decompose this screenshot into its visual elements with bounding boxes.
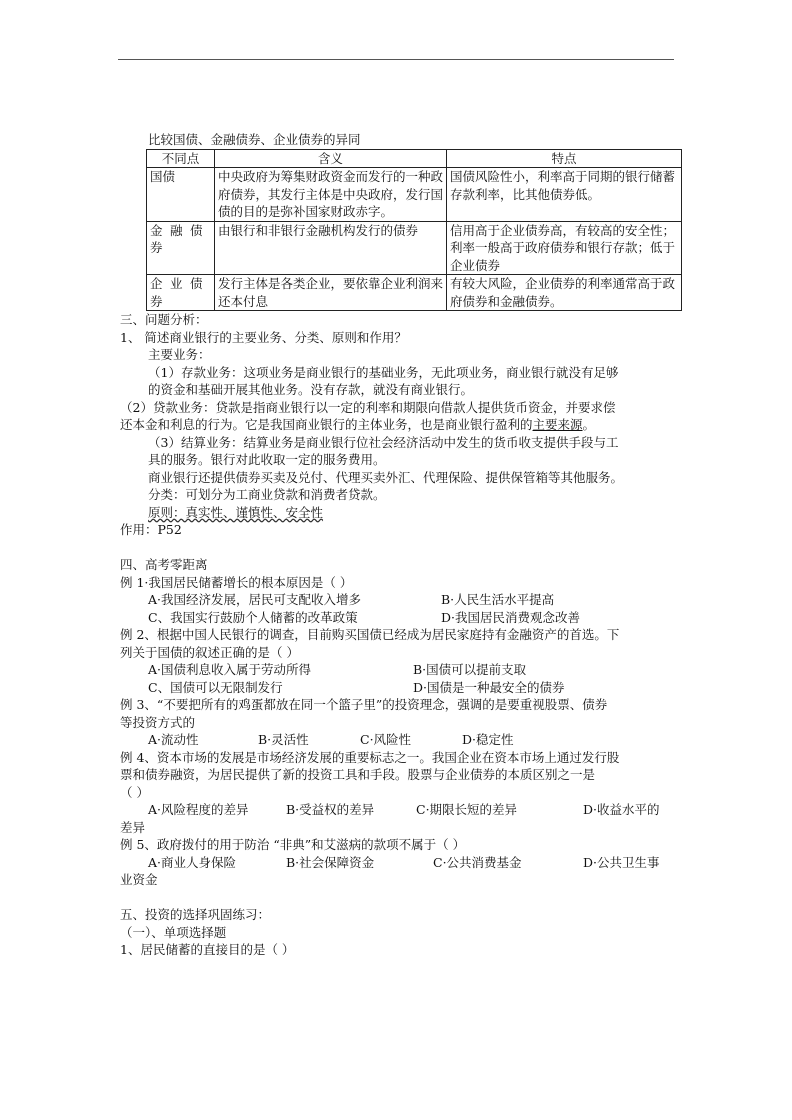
section-5-title: 五、投资的选择巩固练习： (120, 907, 271, 922)
other-services: 商业银行还提供债券买卖及兑付、代理买卖外汇、代理保险、提供保管箱等其他服务。 (148, 469, 624, 485)
row-name: 国债 (147, 168, 215, 222)
classification: 分类：可划分为工商业贷款和消费者贷款。 (148, 487, 386, 502)
row-feature: 国债风险性小，利率高于同期的银行储蓄存款利率，比其他债券低。 (447, 168, 682, 222)
table-row (147, 275, 682, 311)
example-4-line-2: 票和债券融资，为居民提供了新的投资工具和手段。股票与企业债券的本质区别之一是 (120, 767, 596, 782)
example-3-line-1: 例 3、“不要把所有的鸡蛋都放在同一个篮子里”的投资理念，强调的是要重视股票、债券 (120, 697, 608, 712)
row-name: 企业债券 (147, 275, 215, 311)
row-meaning: 中央政府为筹集财政资金而发行的一种政府债券，其发行主体是中央政府，发行国债的目的是弥补国家财政赤字。 (215, 168, 447, 222)
settle-line-1: （3）结算业务：结算业务是商业银行位社会经济活动中发生的货币收支提供手段与工 (148, 434, 619, 450)
option: B·灵活性 (258, 732, 309, 747)
loan-line-1: （2）贷款业务：贷款是指商业银行以一定的利率和期限向借款人提供货币资金，并要求偿 (120, 399, 616, 415)
row-meaning: 发行主体是各类企业，要依靠企业利润来还本付息 (215, 275, 447, 311)
option: D·公共卫生事 (583, 854, 660, 870)
option: C·风险性 (360, 732, 412, 747)
option: C、国债可以无限制发行 (148, 679, 283, 695)
option: A·我国经济发展，居民可支配收入增多 (148, 592, 362, 607)
example-4-line-3: （ ） (120, 784, 149, 800)
exercise-question-1: 1、居民储蓄的直接目的是（ ） (120, 942, 295, 957)
question-1: 1、 简述商业银行的主要业务、分类、原则和作用？ (120, 329, 407, 345)
example-3-options (120, 731, 680, 749)
example-2-options-ab (120, 661, 680, 679)
option: A·风险程度的差异 (148, 802, 249, 817)
option: B·人民生活水平提高 (441, 592, 555, 607)
header-cell: 特点 (447, 149, 682, 168)
section-4-title: 四、高考零距离 (120, 557, 208, 572)
loan-text: 还本金和利息的行为。它是我国商业银行的主体业务，也是商业银行盈利的 (120, 417, 533, 432)
option: D·收益水平的 (583, 802, 660, 817)
option: D·国债是一种最安全的债券 (413, 679, 565, 695)
loan-line-2 (120, 416, 680, 434)
example-2-line-1: 例 2、根据中国人民银行的调查，目前购买国债已经成为居民家庭持有金融资产的首选。下 (120, 627, 620, 642)
option: D·我国居民消费观念改善 (441, 609, 580, 625)
loan-end: 。 (582, 417, 596, 432)
page-content (120, 131, 680, 959)
example-1-options-ab (120, 591, 680, 609)
table-row (147, 221, 682, 275)
example-2-options-cd (120, 679, 680, 697)
option: C·期限长短的差异 (416, 802, 518, 817)
table-caption: 比较国债、金融债券、企业债券的异同 (148, 132, 361, 147)
example-2-line-2: 列关于国债的叙述正确的是（ ） (120, 644, 299, 660)
principles: 原则：真实性、谨慎性、安全性 (148, 504, 324, 520)
example-5-options (120, 854, 680, 872)
role: 作用：P52 (120, 522, 182, 537)
settle-line-2: 具的服务。银行对此收取一定的服务费用。 (148, 452, 386, 467)
example-3-line-2: 等投资方式的 (120, 714, 196, 730)
header-cell: 不同点 (147, 149, 215, 168)
option: A·国债利息收入属于劳动所得 (148, 662, 312, 677)
deposit-line-1: （1）存款业务：这项业务是商业银行的基础业务，无此项业务，商业银行就没有足够 (148, 364, 619, 380)
example-1-options-cd (120, 609, 680, 627)
subsection-title: （一）、单项选择题 (120, 924, 227, 940)
option: A·流动性 (148, 732, 199, 747)
option: B·社会保障资金 (286, 854, 375, 870)
row-meaning: 由银行和非银行金融机构发行的债券 (215, 221, 447, 275)
header-cell: 含义 (215, 149, 447, 168)
example-5: 例 5、政府拨付的用于防治 “非典”和艾滋病的款项不属于（ ） (120, 837, 466, 852)
option: C·公共消费基金 (433, 854, 522, 870)
example-4-option-d-cont: 差异 (120, 819, 146, 835)
example-4-line-1: 例 4、资本市场的发展是市场经济发展的重要标志之一。我国企业在资本市场上通过发行股 (120, 749, 620, 765)
row-feature: 信用高于企业债券高，有较高的安全性；利率一般高于政府债券和银行存款；低于企业债券 (447, 221, 682, 275)
header-rule (118, 59, 674, 60)
row-name: 金融债券 (147, 221, 215, 275)
example-4-options (120, 801, 680, 819)
row-feature: 有较大风险，企业债券的利率通常高于政府债券和金融债券。 (447, 275, 682, 311)
option: C、我国实行鼓励个人储蓄的改革政策 (148, 609, 358, 625)
option: B·国债可以提前支取 (413, 662, 527, 677)
table-row (147, 168, 682, 222)
deposit-line-2: 的资金和基础开展其他业务。没有存款，就没有商业银行。 (148, 382, 474, 397)
option: A·商业人身保险 (148, 854, 237, 870)
option: D·稳定性 (462, 732, 514, 747)
section-3-title: 三、问题分析： (120, 312, 208, 327)
example-1: 例 1·我国居民储蓄增长的根本原因是（ ） (120, 574, 353, 590)
option: B·受益权的差异 (286, 802, 375, 817)
main-business-label: 主要业务： (148, 347, 211, 362)
main-source-text: 主要来源 (532, 417, 583, 432)
example-5-option-d-cont: 业资金 (120, 872, 158, 887)
table-header-row (147, 149, 682, 168)
comparison-table (146, 149, 682, 312)
